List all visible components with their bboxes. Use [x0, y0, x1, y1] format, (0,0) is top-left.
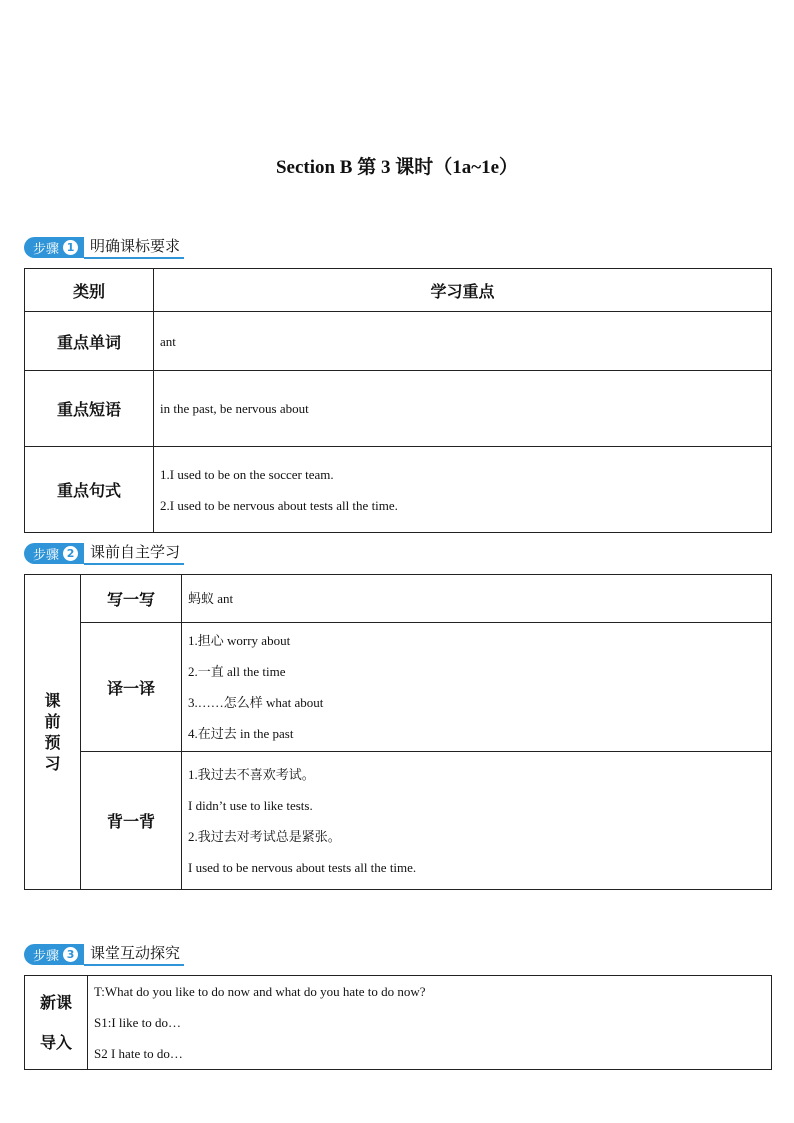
- row-content: [154, 371, 772, 447]
- row-label: 背一背: [81, 752, 182, 890]
- row-content: [154, 312, 772, 371]
- step-badge-text: 步骤: [33, 948, 60, 964]
- table-row: [25, 976, 772, 1070]
- step-badge: [24, 944, 84, 965]
- step-number: 1: [63, 240, 78, 255]
- step-badge-text: 步骤: [33, 547, 60, 563]
- table-row: [25, 371, 772, 447]
- header-category: 类别: [25, 269, 154, 312]
- content-line: 1.担心 worry about: [188, 633, 291, 648]
- row-content: [154, 447, 772, 533]
- content-line: 2.I used to be nervous about tests all the time.: [160, 497, 398, 513]
- table-row: [25, 752, 772, 890]
- content-line: 3.……怎么样 what about: [188, 695, 324, 710]
- preview-table: [24, 574, 772, 890]
- step-title: 课前自主学习: [84, 542, 184, 565]
- content-line: 4.在过去 in the past: [188, 726, 294, 741]
- label-line: 新课: [39, 992, 72, 1012]
- intro-table: [24, 975, 772, 1070]
- content-line: 1.I used to be on the soccer team.: [160, 466, 334, 482]
- step-number: 2: [63, 546, 78, 561]
- row-label: 重点单词: [25, 312, 154, 371]
- table-row: [25, 623, 772, 752]
- content-line: S1:I like to do…: [94, 1015, 182, 1030]
- step-badge: [24, 543, 84, 564]
- content-line: I didn’t use to like tests.: [188, 797, 313, 813]
- row-label: 写一写: [81, 575, 182, 623]
- label-line: 导入: [39, 1032, 72, 1052]
- row-label: [25, 976, 88, 1070]
- page-title: Section B 第 3 课时（1a~1e）: [275, 157, 519, 178]
- step-badge-text: 步骤: [33, 241, 60, 257]
- content-line: 1.我过去不喜欢考试。: [188, 766, 315, 782]
- header-focus: 学习重点: [154, 269, 772, 312]
- section-char: 课: [44, 691, 61, 710]
- step-2-header: [24, 541, 184, 565]
- content-line: S2 I hate to do…: [94, 1046, 183, 1061]
- row-label: 重点短语: [25, 371, 154, 447]
- table-row: [25, 447, 772, 533]
- section-char: 前: [44, 712, 61, 731]
- content-line: ant: [160, 333, 176, 349]
- row-content: [88, 976, 772, 1070]
- row-label: 重点句式: [25, 447, 154, 533]
- step-title: 课堂互动探究: [84, 943, 184, 966]
- table-row: [25, 575, 772, 623]
- row-content: [182, 752, 772, 890]
- section-char: 预: [44, 733, 61, 752]
- table-header-row: [25, 269, 772, 312]
- step-3-header: [24, 942, 184, 966]
- content-line: T:What do you like to do now and what do you hate to do now?: [94, 984, 426, 999]
- content-line: I used to be nervous about tests all the time.: [188, 859, 417, 875]
- content-line: in the past, be nervous about: [160, 401, 309, 416]
- content-line: 2.一直 all the time: [188, 664, 286, 679]
- step-1-header: [24, 235, 184, 259]
- step-badge: [24, 237, 84, 258]
- step-title: 明确课标要求: [84, 236, 184, 259]
- section-label: [25, 575, 81, 890]
- content-line: 蚂蚁 ant: [188, 591, 234, 606]
- focus-table: [24, 268, 772, 533]
- step-number: 3: [63, 947, 78, 962]
- row-content: [182, 575, 772, 623]
- section-char: 习: [44, 754, 61, 773]
- table-row: [25, 312, 772, 371]
- row-label: 译一译: [81, 623, 182, 752]
- row-content: [182, 623, 772, 752]
- content-line: 2.我过去对考试总是紧张。: [188, 828, 341, 844]
